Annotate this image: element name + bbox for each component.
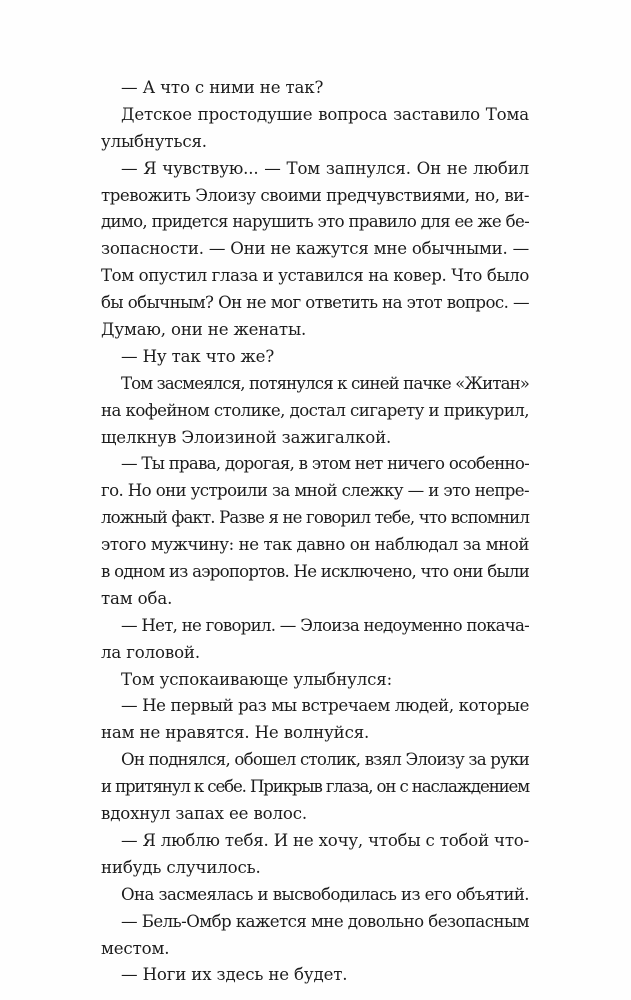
text-line: димо, придется нарушить это правило для ее же бе- bbox=[101, 212, 529, 232]
text-line: го. Но они устроили за мной слежку — и это непре- bbox=[101, 481, 530, 501]
text-line: Том опустил глаза и уставился на ковер. Что было bbox=[101, 266, 530, 286]
text-line: Детское простодушие вопроса заставило Тома bbox=[121, 104, 529, 124]
text-line: тревожить Элоизу своими предчувствиями, но, ви- bbox=[101, 185, 529, 205]
text-line: и притянул к себе. Прикрыв глаза, он с наслаждением bbox=[101, 777, 530, 797]
text-line: — Бель-Омбр кажется мне довольно безопасным bbox=[121, 911, 529, 931]
text-line: Он поднялся, обошел столик, взял Элоизу за руки bbox=[121, 750, 529, 770]
text-line: — Я чувствую... — Том запнулся. Он не любил bbox=[121, 158, 529, 178]
text-line: ла головой. bbox=[101, 642, 200, 662]
text-line: бы обычным? Он не мог ответить на этот вопрос. — bbox=[101, 293, 529, 313]
text-line: Том засмеялся, потянулся к синей пачке «Житан» bbox=[121, 373, 530, 393]
text-line: ложный факт. Разве я не говорил тебе, что вспомнил bbox=[101, 508, 529, 528]
body-text bbox=[101, 75, 529, 989]
text-line: щелкнув Элоизиной зажигалкой. bbox=[101, 427, 392, 447]
text-line: улыбнуться. bbox=[101, 131, 207, 151]
text-line: Она засмеялась и высвободилась из его объятий. bbox=[121, 884, 529, 904]
text-line: нибудь случилось. bbox=[101, 857, 261, 877]
text-line: на кофейном столике, достал сигарету и прикурил, bbox=[101, 400, 529, 420]
text-line: — Ну так что же? bbox=[121, 346, 275, 366]
text-line: там оба. bbox=[101, 588, 173, 608]
text-line: местом. bbox=[101, 938, 170, 958]
text-line: — Я люблю тебя. И не хочу, чтобы с тобой что- bbox=[121, 830, 530, 850]
text-line: — Ноги их здесь не будет. bbox=[121, 965, 348, 985]
text-line: в одном из аэропортов. Не исключено, что они были bbox=[101, 562, 530, 582]
text-line: — Ты права, дорогая, в этом нет ничего особенно- bbox=[121, 454, 529, 474]
text-line: вдохнул запах ее волос. bbox=[101, 804, 307, 824]
text-line: Том успокаивающе улыбнулся: bbox=[121, 669, 393, 689]
text-line: зопасности. — Они не кажутся мне обычными. — bbox=[101, 239, 529, 259]
text-line: — А что с ними не так? bbox=[121, 78, 324, 97]
text-line: этого мужчину: не так давно он наблюдал за мной bbox=[101, 535, 529, 555]
text-line: — Не первый раз мы встречаем людей, которые bbox=[121, 696, 530, 716]
text-line: Думаю, они не женаты. bbox=[101, 320, 307, 340]
text-line: нам не нравятся. Не волнуйся. bbox=[101, 723, 370, 743]
text-line: — Нет, не говорил. — Элоиза недоуменно покача- bbox=[121, 615, 530, 635]
